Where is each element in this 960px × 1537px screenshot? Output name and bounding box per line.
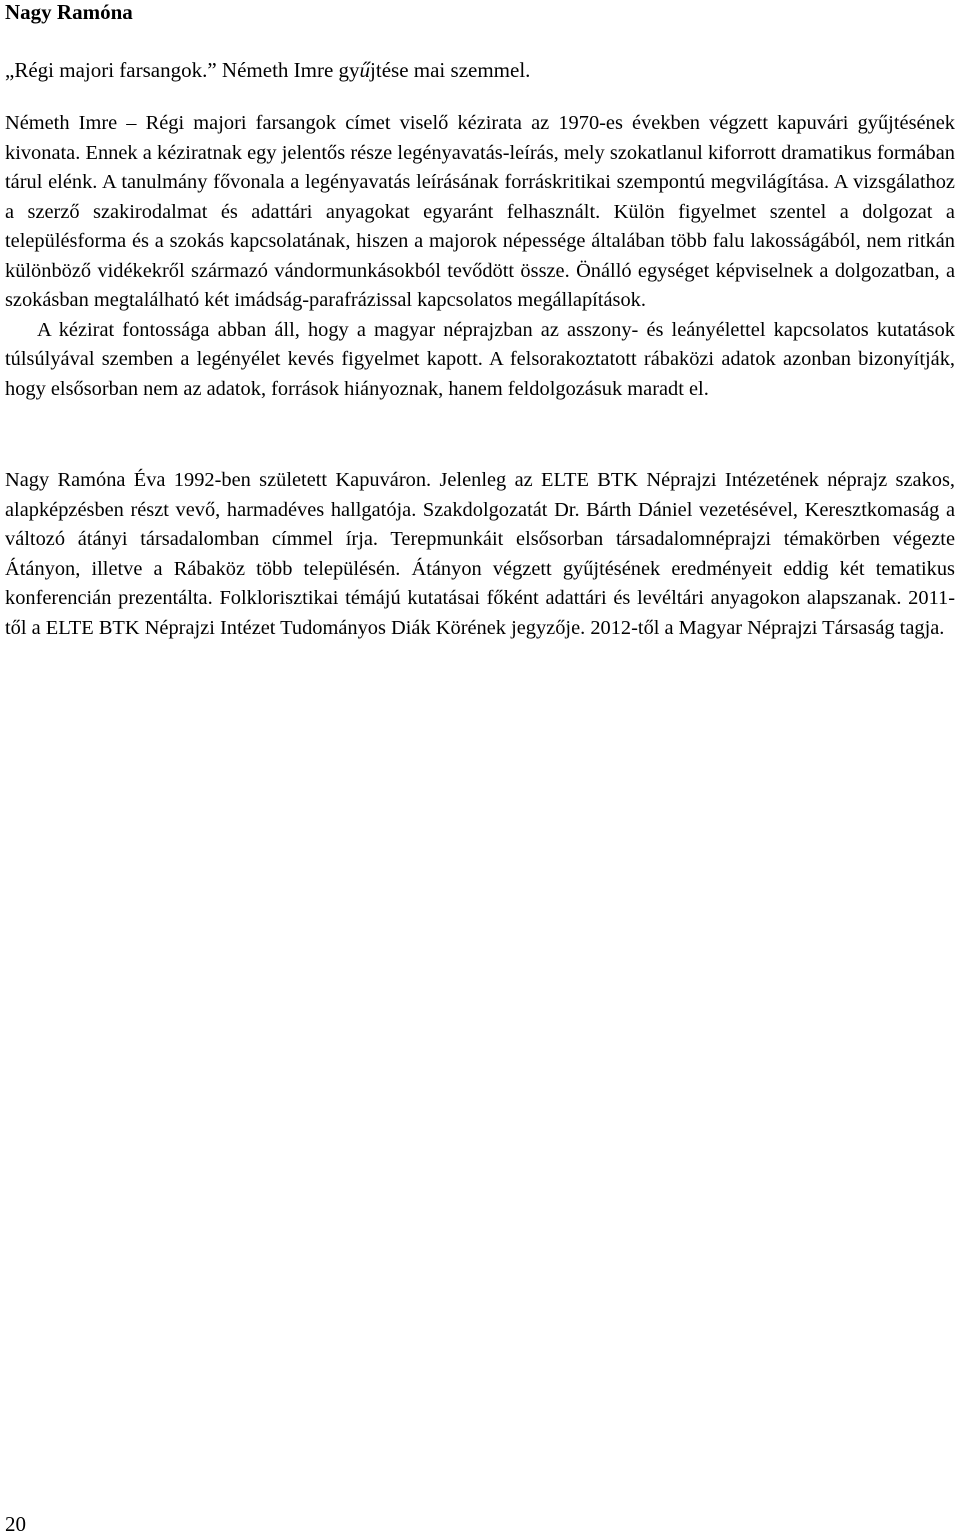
author-name: Nagy Ramóna (5, 0, 133, 24)
abstract-paragraph-2: A kézirat fontossága abban áll, hogy a magyar néprajzban az asszony- és leányélettel kapcsolatos kutatások túlsúlyával szemben a legényélet kevés figyelmet kapott. A felsorakoztatott rábaközi adatok azonban bizonyítják, hogy elsősorban nem az adatok, források hiányoznak, hanem feldolgozásuk maradt el. (5, 318, 955, 400)
document-page (5, 0, 955, 643)
article-title-italic-letter: ű (359, 58, 371, 82)
article-title-start: „Régi majori farsangok.” Németh Imre gy (5, 58, 360, 82)
author-bio: Nagy Ramóna Éva 1992-ben született Kapuváron. Jelenleg az ELTE BTK Néprajzi Intézetének néprajz szakos, alapképzésben részt vevő, harmadéves hallgatója. Szakdolgozatát Dr. Bárth Dániel vezetésével, Keresztkomaság a változó átányi társadalomban címmel írja. Terepmunkáit elsősorban társadalomnéprajzi témakörben végezte Átányon, illetve a Rábaköz több településén. Átányon végzett gyűjtésének eredményeit eddig két tematikus konferencián prezentálta. Folklorisztikai témájú kutatásai főként adattári és levéltári anyagokon alapszanak. 2011-től a ELTE BTK Néprajzi Intézet Tudományos Diák Körének jegyzője. 2012-től a Magyar Néprajzi Társaság tagja. (5, 469, 955, 639)
page-number: 20 (5, 1512, 26, 1536)
article-title-end: jtése mai szemmel. (370, 58, 531, 82)
article-title (5, 56, 955, 85)
abstract-paragraph-1: Németh Imre – Régi majori farsangok címet viselő kézirata az 1970-es években végzett kapuvári gyűjtésének kivonata. Ennek a kéziratnak egy jelentős része legényavatás-leírás, mely szokatlanul kiforrott dramatikus formában tárul elénk. A tanulmány fővonala a legényavatás leírásának forráskritikai szempontú megvilágítása. A vizsgálathoz a szerző szakirodalmat és adattári anyagokat egyaránt felhasznált. Külön figyelmet szentel a dolgozat a településforma és a szokás kapcsolatának, hiszen a majorok népessége általában több falu lakosságából, nem ritkán különböző vidékekről származó vándormunkásokból tevődött össze. Önálló egységet képviselnek a dolgozatban, a szokásban megtalálható két imádság-parafrázissal kapcsolatos megállapítások. (5, 112, 955, 311)
